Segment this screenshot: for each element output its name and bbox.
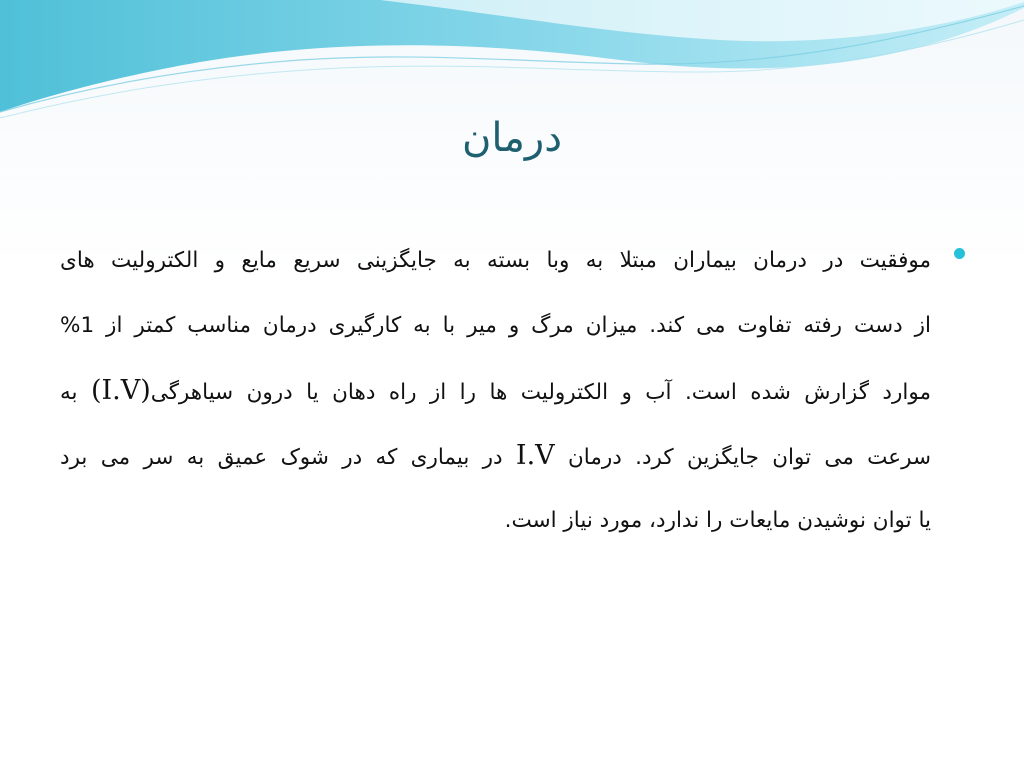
slide-title: درمان — [461, 115, 563, 161]
iv-abbreviation: I.V — [515, 440, 555, 471]
line-4-text-before: سرعت می توان جایگزین کرد. درمان — [554, 445, 931, 470]
line-3-text-after: به — [60, 380, 91, 405]
paragraph-line-5: یا توان نوشیدن مایعات را ندارد، مورد نیاز است. — [504, 508, 931, 533]
paragraph-line-1: موفقیت در درمان بیماران مبتلا به وبا بسته به جایگزینی سریع مایع و الکترولیت های — [60, 248, 931, 273]
iv-abbreviation: (I.V) — [90, 375, 151, 406]
line-4-text-after: در بیماری که در شوک عمیق به سر می برد — [60, 445, 516, 470]
line-3-text-before: موارد گزارش شده است. آب و الکترولیت ها را از راه دهان یا درون سیاهرگی — [150, 380, 931, 405]
bullet-list — [60, 228, 965, 553]
paragraph-line-4 — [60, 423, 931, 488]
paragraph-line-2: از دست رفته تفاوت می کند. میزان مرگ و میر با به کارگیری درمان مناسب کمتر از 1% — [60, 313, 931, 338]
bullet-paragraph — [60, 228, 931, 553]
paragraph-line-3 — [60, 358, 931, 423]
bullet-dot-icon — [954, 248, 965, 259]
